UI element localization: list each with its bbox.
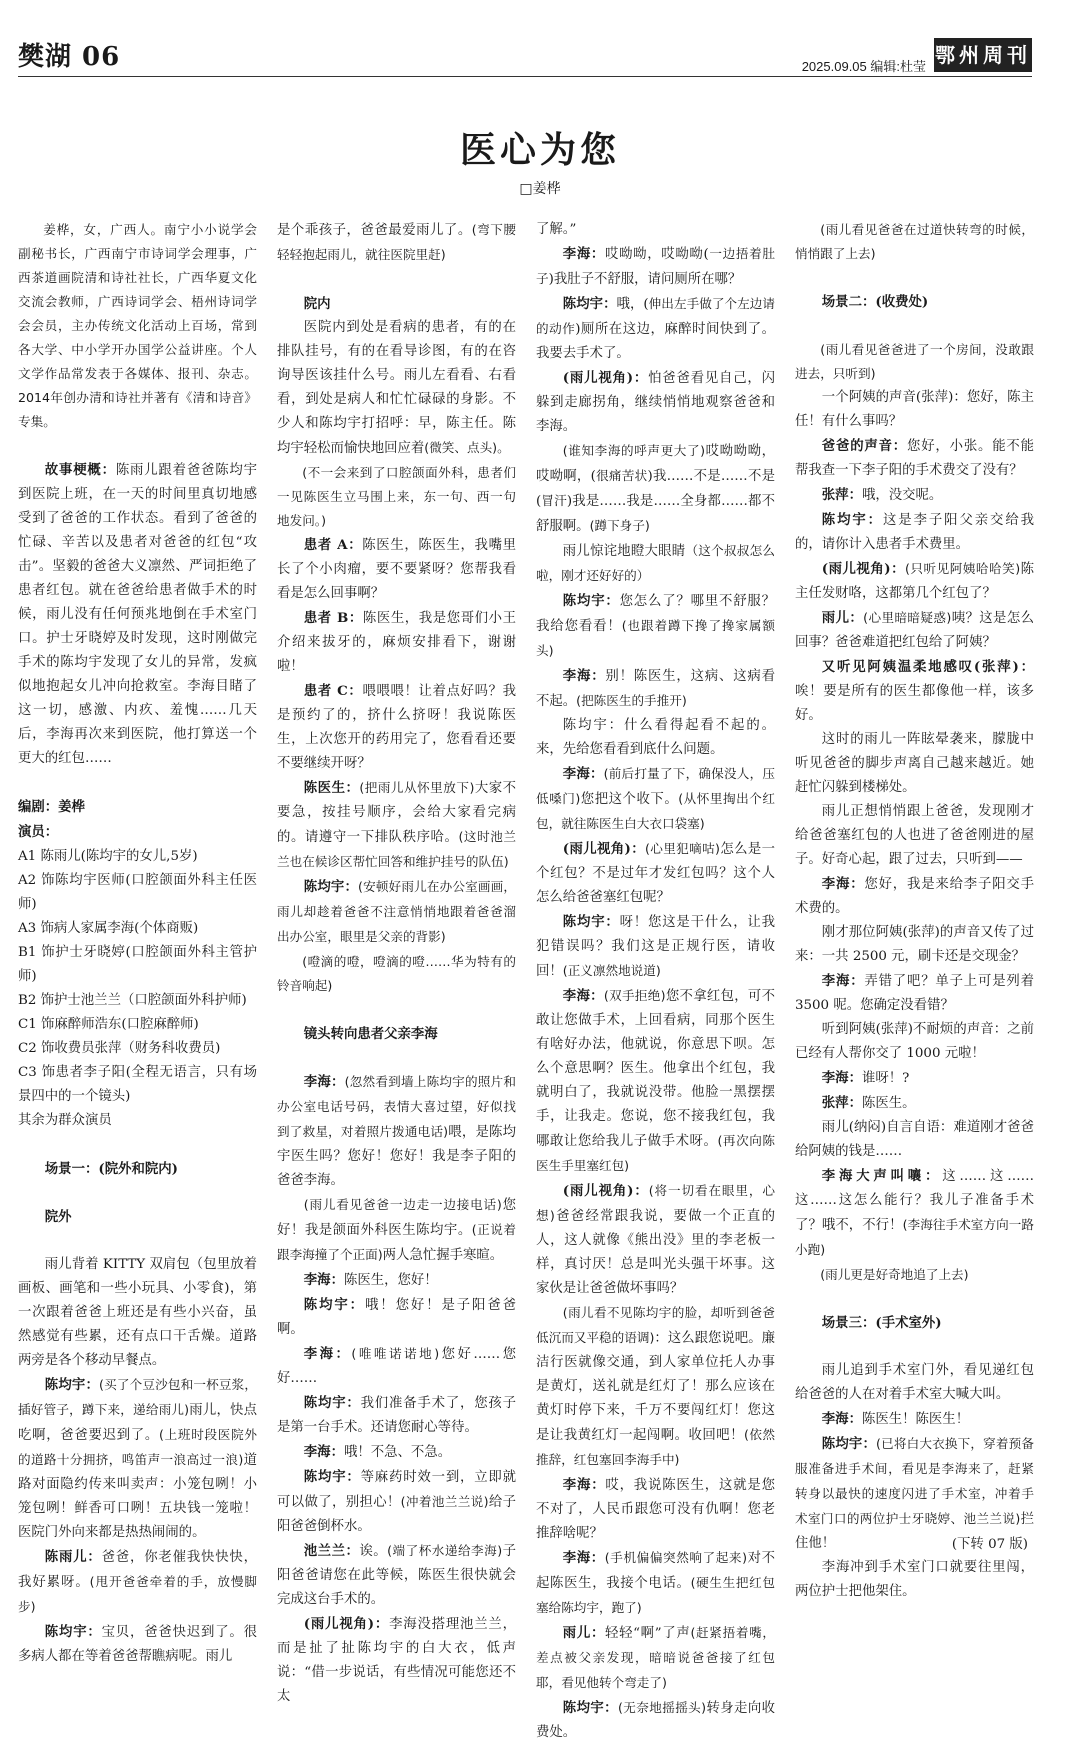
cast-label (18, 820, 257, 845)
stage-direction: (手机偏偏突然响了起来) (604, 1550, 748, 1565)
line-text: 您把这个收下。 (580, 792, 679, 807)
dialogue (795, 872, 1034, 921)
speaker: 陈均宇： (821, 1436, 877, 1452)
speaker: 李海： (821, 1411, 862, 1427)
stage-direction: (微笑、点头)。 (424, 440, 510, 455)
speaker: 患者 C： (303, 683, 363, 699)
paragraph: 雨儿背着 KITTY 双肩包（包里放着画板、画笔和一些小玩具、小零食)，第一次跟着爸爸上班还是有些小兴奋，虽然感觉有些累，还有点口干舌燥。道路两旁是各个移动早餐点。 (18, 1257, 257, 1368)
stage-direction: (赶紧捂着嘴，差点被父亲发现，暗暗说爸爸接了红包耶，看见他转个弯走了) (536, 1625, 775, 1690)
cast-item: 其余为群众演员 (18, 1113, 112, 1128)
dialogue (277, 218, 516, 268)
line-text: 哦！您好！是子阳爸爸啊。 (277, 1298, 517, 1337)
dialogue (536, 242, 775, 292)
paragraph: 刚才那位阿姨(张萍)的声音又传了过来：一共 2500 元，刷卡还是交现金？ (795, 925, 1034, 964)
line-text: 陈医生。 (861, 1096, 916, 1111)
line-text: 怕爸爸看见自己，闪躲到走廊拐角，继续悄悄地观察爸爸和李海。 (536, 371, 776, 434)
speaker: 爸爸的声音： (821, 438, 908, 454)
article-title: 医心为您 (459, 130, 620, 171)
stage-direction: 很痛苦状 (595, 468, 648, 483)
dialogue (536, 984, 775, 1179)
line-text: 拦住他！ (795, 1512, 1035, 1551)
stage-direction: 伸出左手做了个左边请的动作 (536, 296, 775, 336)
continued-note: (下转 07 版) (951, 1537, 1028, 1552)
dialogue (277, 1440, 516, 1465)
speaker: 雨儿： (821, 610, 864, 626)
stage-direction: (甩开爸爸牵着的手，放慢脚步) (18, 1574, 258, 1614)
line-text: 转身走向收费处。 (536, 1701, 776, 1740)
paragraph: 陈均宇：什么看得起看不起的。来，先给您看看到底什么问题。 (536, 718, 775, 757)
editor-line (18, 795, 257, 820)
line-text: 咦？这是怎么回事？爸爸难道把红包给了阿姨？ (795, 611, 1035, 650)
stage-direction: (将一切看在眼里，心想) (536, 1183, 775, 1223)
line-text: )我……不是……不是( (536, 469, 775, 509)
line-text: 您怎么了？哪里不舒服？我给您看看！ (536, 594, 776, 634)
speaker: 李海： (562, 1550, 605, 1566)
speaker: 陈均宇： (562, 1700, 618, 1716)
synopsis-text: 陈雨儿跟着爸爸陈均宇到医院上班，在一天的时间里真切地感受到了爸爸的工作状态。看到了爸爸的忙碌、辛苦以及患者对爸爸的红包“攻击”。坚毅的爸爸大义凛然、严词拒绝了患者红包。就在爸爸给患者做手术的时候，雨儿没有任何预兆地倒在手术室门口。护士牙晓婷及时发现，这时刚做完手术的陈均宇发现了女儿的异常，发疯似地抱起女儿冲向抢救室。李海目睹了这一切，感激、内疚、羞愧……几天后，李海再次来到医院，他打算送一个更大的红包…… (18, 463, 258, 766)
line-text: 爸爸经常跟我说，要做一个正直的人，这人就像《熊出没》里的李老板一样，真讨厌！总是叫光头强干坏事。这家伙是让爸爸做坏事吗？ (536, 1209, 775, 1296)
sub-heading: 院外 (44, 1209, 72, 1225)
stage-direction: (双手拒绝) (603, 988, 666, 1003)
line-text: 哎呦呦呦，哎呦啊，( (536, 444, 776, 484)
paragraph (536, 539, 775, 589)
speaker: 陈医生： (303, 780, 360, 796)
line-text: 您好，小张。能不能帮我查一下李子阳的手术费交了没有？ (795, 439, 1035, 478)
line-text: 雨儿，快点吃啊，爸爸要迟到了。 (18, 1403, 257, 1443)
speaker: 李海： (821, 876, 865, 892)
line-text: 子阳爸爸请您在此等候，陈医生很快就会完成这台手术的。 (277, 1544, 517, 1607)
stage-direction: (心里暗暗疑惑) (863, 610, 952, 625)
stage-direction: (上班时段医院外的道路十分拥挤，鸣笛声一浪高过一浪) (18, 1427, 258, 1467)
dialogue (18, 1373, 257, 1545)
stage-direction: (无奈地摇摇头) (617, 1700, 707, 1715)
stage-direction: (只听见阿姨哈哈笑) (904, 561, 1021, 576)
line-text: 等麻药时效一到，立即就可以做了，别担心！ (277, 1470, 517, 1510)
dialogue (536, 1696, 775, 1745)
speaker: 陈雨儿： (44, 1549, 102, 1565)
dialogue (277, 533, 516, 606)
line-text: 喂喂喂！让着点好吗？我是预约了的，挤什么挤呀！我说陈医生，上次您开的药用完了，您看看还要不要继续开呀？ (277, 684, 517, 771)
stage-direction: (前后打量了下，确保没人，压低嗓门) (536, 766, 775, 806)
stage-direction: (蹲下身子) (589, 518, 650, 533)
dialogue (277, 1391, 516, 1440)
speaker: 李海： (821, 1070, 862, 1086)
scene-heading: 场景一：(院外和院内) (44, 1161, 178, 1177)
speaker: 李海： (303, 1272, 344, 1288)
dialogue (277, 1539, 516, 1612)
speaker: 又听见阿姨温柔地感叹(张萍)： (821, 659, 1034, 675)
line-text: 您不拿红包，可不敢让您做手术，上回看病，同那个医生有啥好办法，他就说，你意思下呗。怎么个意思啊？医生。他拿出个红包，我就明白了，我就说没带。他脸一黑摆摆手，让我走。您说，您不接我红包，我哪敢让您给我儿子做手术呀。 (536, 989, 776, 1149)
dialogue (277, 1193, 516, 1268)
dialogue (277, 776, 516, 875)
dialogue (536, 1546, 775, 1621)
dialogue (536, 292, 775, 366)
line-text: 大家不要急，按挂号顺序，会给大家看完病的。请遵守一下排队秩序哈。 (277, 781, 517, 845)
editor-text: 编剧：姜桦 (18, 799, 85, 815)
column-1 (18, 218, 258, 1664)
masthead-logo: 鄂州周刊 (934, 38, 1032, 72)
stage-direction: (雨儿看见爸爸进了一个房间，没敢跟进去，只听到) (795, 342, 1034, 381)
stage-direction: (这时池兰兰也在候诊区帮忙回答和维护挂号的队伍) (277, 829, 516, 869)
cast-item: C2 饰收费员张萍（财务科收费员) (18, 1041, 221, 1056)
dialogue (536, 1179, 775, 1301)
dialogue (536, 1621, 775, 1696)
stage-direction: (心里犯嘀咕) (644, 841, 720, 856)
dialogue (536, 589, 775, 664)
dialogue (795, 1407, 1034, 1432)
speaker: 雨儿： (562, 1625, 606, 1641)
author-bio: 姜桦，女，广西人。南宁小小说学会副秘书长，广西南宁市诗词学会理事，广西茶道画院清和诗社社长，广西华夏文化交流会教师，广西诗词学会、梧州诗词学会会员，主办传统文化活动上百场，常到各大学、中小学开办国学公益讲座。个人文学作品常发表于各媒体、报刊、杂志。2014年创办清和诗社并著有《清和诗音》专集。 (18, 222, 257, 429)
line-text: 道路对面隐约传来叫卖声：小笼包咧！小笼包咧！鲜香可口咧！五块钱一笼啦！医院门外向来都是热热闹闹的。 (18, 1453, 258, 1540)
line-text: 别！陈医生，这病、这病看不起。 (536, 669, 776, 709)
speaker: 陈均宇： (821, 512, 883, 528)
header-rule (18, 76, 1032, 77)
line-text: 哎呦呦，哎呦呦( (605, 247, 709, 262)
stage-direction: (从怀里掏出个红包，就往陈医生白大衣口袋塞) (536, 791, 775, 831)
dialogue (536, 1473, 775, 1546)
dialogue (536, 1301, 775, 1473)
speaker: 李海： (303, 1346, 352, 1362)
synopsis-label: 故事梗概： (44, 462, 116, 478)
paragraph: 雨儿(纳闷)自言自语：难道刚才爸爸给阿姨的钱是…… (795, 1120, 1034, 1159)
dialogue (18, 1620, 257, 1669)
cast-label-text: 演员： (18, 824, 59, 840)
stage-direction: (也跟着蹲下搀了搀家属额头) (536, 618, 776, 658)
paragraph (277, 316, 516, 461)
line-text: 这……这……这……这怎么能行？我儿子准备手术了？哦不，不行！ (795, 1169, 1034, 1233)
stage-direction: (谁知李海的呼声更大了) (562, 443, 706, 458)
section-label: 樊湖 06 (18, 42, 121, 72)
dialogue (536, 762, 775, 837)
line-text: 这是李子阳父亲交给我的，请你计入患者手术费里。 (795, 513, 1035, 552)
dialogue (795, 606, 1034, 655)
speaker: 张萍： (821, 1095, 862, 1111)
speaker: (雨儿视角)： (562, 370, 649, 386)
line-text: 您好！我是颌面外科医生陈均宇。 (277, 1198, 517, 1238)
stage-direction: (再次向陈医生手里塞红包) (536, 1133, 775, 1173)
speaker: 陈均宇： (562, 593, 620, 609)
stage-direction: (雨儿看见爸爸在过道快转弯的时候，悄悄跟了上去) (795, 222, 1034, 261)
dialogue (536, 439, 775, 539)
column-4 (795, 218, 1035, 1599)
dialogue (536, 664, 775, 714)
page-header (18, 34, 1032, 74)
speaker: 李海： (821, 973, 865, 989)
synopsis (18, 458, 257, 771)
scene-heading: 场景三：(手术室外) (821, 1315, 942, 1331)
line-text: )我肚子不舒服，请问厕所在哪？ (548, 272, 742, 287)
line-text: 哎，我说陈医生，这就是您不对了，人民币跟您可没有仇啊！您老推辞啥呢？ (536, 1478, 776, 1541)
stage-direction: (李海往手术室方向一路小跑) (795, 1217, 1034, 1257)
line-text: 了解。” (536, 222, 577, 237)
cast-item: A1 陈雨儿(陈均宇的女儿,5岁) (18, 849, 198, 864)
line-text: 您好……您好…… (277, 1347, 517, 1386)
stage-direction: (忽然看到墙上陈均宇的照片和办公室电话号码，表情大喜过望，好似找到了救星，对着照片拨通电话) (277, 1074, 516, 1139)
line-text: 陈医生，我是您哥们小王介绍来拔牙的，麻烦安排看下，谢谢啦！ (277, 611, 517, 674)
stage-direction: (唯唯诺诺地) (351, 1346, 440, 1361)
stage-direction: （这个叔叔怎么啦，刚才还好好的） (536, 543, 776, 583)
stage-direction: (不一会来到了口腔颌面外科，患者们一见陈医生立马围上来，东一句、西一句地发问。) (277, 465, 516, 528)
stage-direction: 一边捂着肚子 (536, 246, 776, 286)
speaker: 陈均宇： (44, 1377, 100, 1393)
dialogue (795, 1164, 1034, 1263)
stage-direction: (噔滴的噔，噔滴的噔……华为特有的铃音响起) (277, 954, 516, 993)
line-text: 谁呀！? (861, 1071, 910, 1086)
line-text: 李海没搭理池兰兰，而是扯了扯陈均宇的白大衣，低声说：“借一步说话，有些情况可能您还不太 (277, 1617, 517, 1704)
dialogue (795, 969, 1034, 1018)
dialogue (795, 557, 1034, 606)
line-text: 雨儿惊诧地瞪大眼睛 (562, 544, 686, 559)
dialogue (536, 910, 775, 984)
line-text: 陈医生！陈医生！ (861, 1412, 970, 1427)
line-text: ：这么跟您说吧。廉洁行医就像交通，到人家单位托人办事是黄灯，送礼就是红灯了！那么应该在黄灯时停下来，千万不要闯红灯！您这是让我黄红灯一起闯啊。收回吧！ (536, 1331, 775, 1443)
speaker: 李海： (562, 988, 604, 1004)
speaker: 池兰兰： (303, 1543, 360, 1559)
column-3 (536, 218, 776, 1740)
stage-direction: (把雨儿从怀里放下) (359, 780, 475, 795)
speaker: 李海： (303, 1074, 345, 1090)
speaker: 陈均宇： (303, 1297, 365, 1313)
dialogue (536, 837, 775, 910)
cast-item: C1 饰麻醉师浩东(口腔麻醉师) (18, 1017, 199, 1032)
line-text: 陈医生，您好！ (343, 1273, 438, 1288)
line-text: 医院内到处是看病的患者，有的在排队挂号，有的在看导诊图，有的在咨询导医该挂什么号。雨儿左看看、右看看，到处是病人和忙忙碌碌的身影。不少人和陈均宇打招呼：早，陈主任。陈均宇轻松而愉快地回应着 (277, 320, 516, 456)
cast-item: B2 饰护士池兰兰（口腔颌面外科护师) (18, 993, 247, 1008)
dialogue (795, 508, 1034, 557)
sub-heading: 镜头转向患者父亲李海 (303, 1026, 438, 1042)
stage-direction: (正说着跟李海撞了个正面) (277, 1222, 517, 1262)
line-text: )我是……我是……全身都……都不舒服啊。 (536, 494, 775, 534)
line-text: 轻轻“啊”了声 (605, 1626, 691, 1641)
speaker: 患者 B： (303, 610, 363, 626)
line-text: 我们准备手术了，您孩子是第一台手术。还请您耐心等待。 (277, 1396, 517, 1435)
stage-direction: (雨儿看不见陈均宇的脸，却听到爸爸低沉而又平稳的语调) (536, 1305, 775, 1345)
dialogue (795, 655, 1034, 728)
speaker: 陈均宇： (44, 1624, 102, 1640)
paragraph: 雨儿追到手术室门外，看见递红包给爸爸的人在对着手术室大喊大叫。 (795, 1363, 1034, 1402)
line-text: 唉！要是所有的医生都像他一样，该多好。 (795, 684, 1034, 723)
speaker: 患者 A： (303, 537, 363, 553)
line-text: 爸爸，你老催我快快快，我好累呀。 (18, 1550, 258, 1590)
stage-direction: (冲着池兰兰说) (400, 1494, 489, 1509)
stage-direction: (依然推辞，红包塞回李海手中) (536, 1427, 775, 1467)
stage-direction: (已将白大衣换下，穿着预备服准备进手术间，看见是李海来了，赶紧转身以最快的速度闪进了手术室，冲着手术室门口的两位护士牙晓婷、池兰兰说) (795, 1436, 1034, 1526)
speaker: (雨儿视角)： (562, 1183, 649, 1199)
column-2 (277, 218, 517, 1704)
cast-item: C3 饰患者李子阳(全程无语言，只有场景四中的一个镜头) (18, 1065, 257, 1104)
paragraph: 李海冲到手术室门口就要往里闯，两位护士把他架住。 (795, 1560, 1034, 1599)
dialogue (277, 1342, 516, 1391)
line-text: 两人急忙握手寒暄。 (382, 1248, 504, 1263)
dialogue (277, 606, 516, 679)
speaker: 李海： (562, 668, 606, 684)
line-text: 诶。 (359, 1544, 388, 1559)
line-text: 弄错了吧？单子上可是列着3500 呢。您确定没看错？ (795, 974, 1035, 1013)
sub-heading: 院内 (303, 296, 331, 312)
line-text: 呀！您这是干什么，让我犯错误吗？我们这是正规行医，请收回！ (536, 915, 776, 979)
dialogue (795, 1091, 1034, 1116)
dialogue (277, 679, 516, 776)
speaker: (雨儿视角)： (562, 841, 645, 857)
stage-direction: (买了个豆沙包和一杯豆浆，插好管子，蹲下来，递给雨儿) (18, 1377, 257, 1417)
article-body (18, 218, 1035, 1740)
speaker: 李海： (562, 246, 605, 262)
paragraph: 听到阿姨(张萍)不耐烦的声音：之前已经有人帮你交了 1000 元啦！ (795, 1022, 1034, 1061)
line-text: 陈主任发财咯，这都第几个红包了？ (795, 562, 1035, 601)
dialogue (277, 1268, 516, 1293)
speaker: 陈均宇： (303, 879, 359, 895)
speaker: 陈均宇： (303, 1395, 361, 1411)
line-text: 怎么是一个红包？不是过年才发红包吗？这个人怎么给爸爸塞红包呢？ (536, 842, 776, 905)
line-text: 喂，是陈均宇医生吗？您好！您好！我是李子阳的爸爸李海。 (277, 1125, 516, 1188)
dialogue (795, 483, 1034, 508)
dialogue (18, 1545, 257, 1620)
stage-direction: 冒汗 (541, 493, 567, 508)
speaker: 李海： (303, 1444, 344, 1460)
speaker: 陈均宇： (562, 914, 620, 930)
date-editor-line: 2025.09.05 编辑:杜莹 (801, 59, 926, 74)
line-text: 陈医生，陈医生，我嘴里长了个小肉瘤，要不要紧呀？您帮我看看是怎么回事啊？ (277, 538, 516, 601)
stage-direction: (硬生生把红包塞给陈均宇，跑了) (536, 1575, 775, 1615)
speaker: 陈均宇： (303, 1469, 361, 1485)
dialogue (795, 434, 1034, 483)
stage-direction: (雨儿更是好奇地追了上去) (820, 1267, 969, 1282)
dialogue (277, 1465, 516, 1539)
speaker: 李海： (562, 766, 604, 782)
stage-direction: (端了杯水递给李海) (387, 1543, 503, 1558)
cast-item: A2 饰陈均宇医师(口腔颌面外科主任医师) (18, 873, 257, 912)
dialogue (536, 366, 775, 439)
speaker: 李海大声叫嚷： (821, 1168, 943, 1184)
line-text: 哦，没交呢。 (861, 488, 943, 503)
dialogue (277, 1070, 516, 1193)
paragraph: 一个阿姨的声音(张萍)：您好，陈主任！有什么事吗？ (795, 390, 1034, 429)
dialogue (277, 1293, 516, 1342)
speaker: 陈均宇： (562, 296, 617, 312)
stage-direction: (安顿好雨儿在办公室画画，雨儿却趁着爸爸不注意悄悄地跟着爸爸溜出办公室，眼里是父亲的背影) (277, 879, 516, 944)
cast-item: A3 饰病人家属李海(个体商贩) (18, 921, 199, 936)
stage-direction: (弯下腰轻轻抱起雨儿，就往医院里赶) (277, 222, 517, 262)
stage-direction: (雨儿看见爸爸一边走一边接电话) (303, 1197, 502, 1212)
speaker: (雨儿视角)： (821, 561, 905, 577)
dialogue (277, 1612, 516, 1709)
line-text: 宝贝，爸爸快迟到了。很多病人都在等着爸爸帮瞧病呢。雨儿 (18, 1625, 258, 1664)
line-text: )厕所在这边，麻醉时间快到了。我要去手术了。 (536, 322, 776, 361)
speaker: 张萍： (821, 487, 862, 503)
speaker: 李海： (562, 1477, 606, 1493)
dialogue (277, 875, 516, 950)
scene-heading: 场景二：(收费处) (821, 294, 929, 310)
line-text: 对不起陈医生，我接个电话。 (536, 1551, 776, 1591)
stage-direction: (把陈医生的手推开) (576, 693, 687, 708)
line-text: 哦！不急、不急。 (343, 1445, 452, 1460)
paragraph: 雨儿正想悄悄跟上爸爸，发现刚才给爸爸塞红包的人也进了爸爸刚进的屋子。好奇心起，跟了过去，只听到—— (795, 804, 1034, 867)
paragraph: 这时的雨儿一阵眩晕袭来，朦胧中听见爸爸的脚步声离自己越来越近。她赶忙闪躲到楼梯处。 (795, 732, 1034, 795)
speaker: (雨儿视角)： (303, 1616, 390, 1632)
article-author: □姜桦 (519, 181, 561, 197)
line-text: 是个乖孩子，爸爸最爱雨儿了。 (277, 223, 472, 238)
line-text: 给子阳爸爸倒杯水。 (277, 1495, 517, 1534)
stage-direction: (正义凛然地说道) (562, 963, 661, 978)
dialogue (795, 1066, 1034, 1091)
line-text: 哦，( (616, 297, 649, 312)
line-text: 您好，我是来给李子阳交手术费的。 (795, 877, 1035, 916)
cast-item: B1 饰护士牙晓婷(口腔颌面外科主管护师) (18, 945, 257, 984)
